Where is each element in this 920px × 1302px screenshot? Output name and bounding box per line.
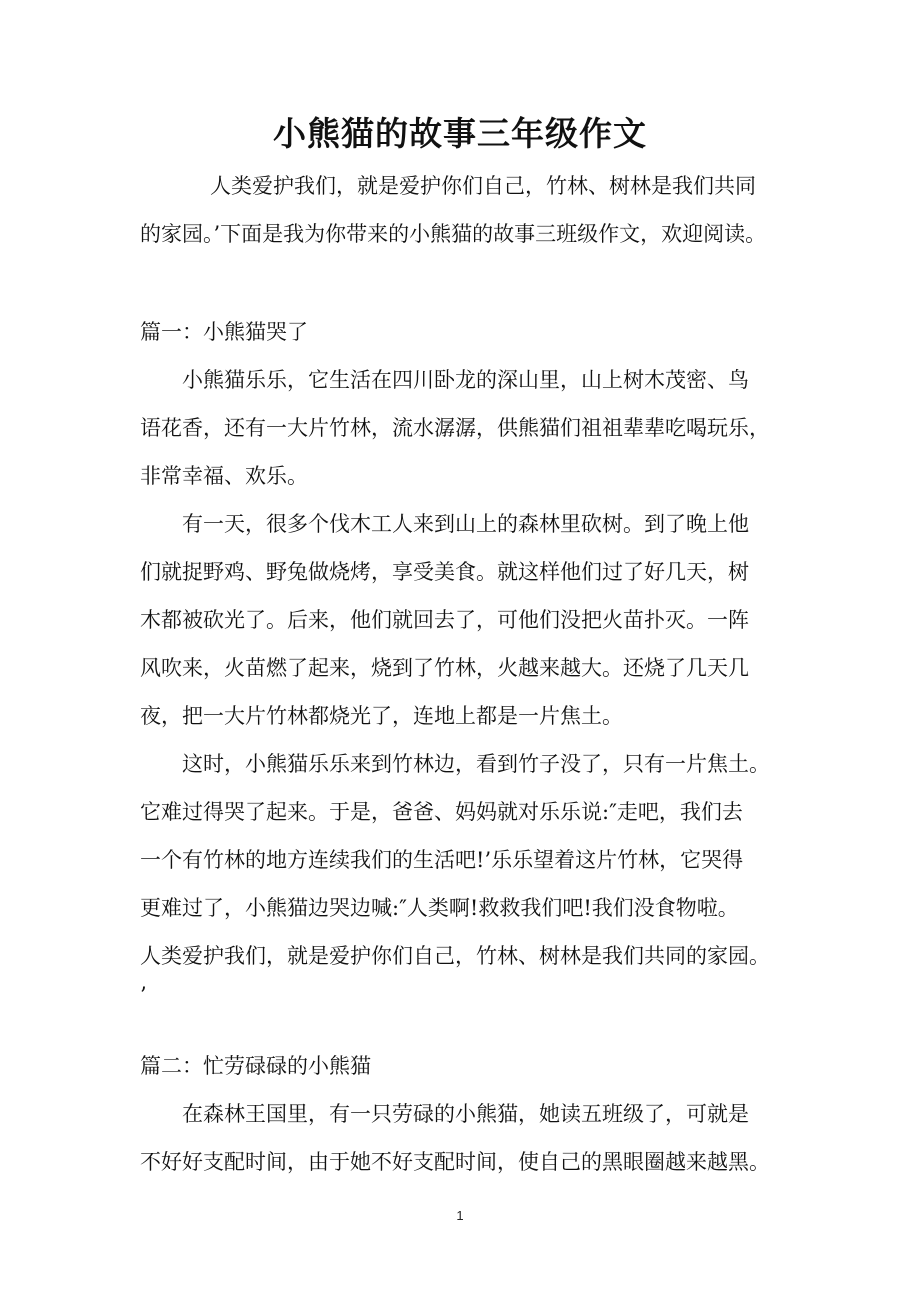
intro-line: 人类爱护我们，就是爱护你们自己，竹林、树林是我们共同 bbox=[210, 174, 756, 198]
paragraph-line: 小熊猫乐乐，它生活在四川卧龙的深山里，山上树木茂密、鸟 bbox=[182, 368, 749, 392]
document-title: 小熊猫的故事三年级作文 bbox=[273, 114, 647, 153]
paragraph-line: 们就捉野鸡、野兔做烧烤，享受美食。就这样他们过了好几天，树 bbox=[140, 560, 749, 584]
paragraph-line: 夜，把一大片竹林都烧光了，连地上都是一片焦土。 bbox=[140, 704, 623, 728]
paragraph-line: 不好好支配时间，由于她不好支配时间，使自己的黑眼圈越来越黑。 bbox=[140, 1150, 770, 1174]
paragraph-line: 一个有竹林的地方连续我们的生活吧!’乐乐望着这片竹林，它哭得 bbox=[140, 848, 744, 872]
paragraph-line: 更难过了，小熊猫边哭边喊:″人类啊!救救我们吧!我们没食物啦。 bbox=[140, 896, 739, 920]
section-heading-1: 篇一：小熊猫哭了 bbox=[140, 320, 308, 344]
section-heading-2: 篇二：忙劳碌碌的小熊猫 bbox=[140, 1054, 371, 1078]
paragraph-line: 语花香，还有一大片竹林，流水潺潺，供熊猫们祖祖辈辈吃喝玩乐， bbox=[140, 416, 770, 440]
paragraph-line: 它难过得哭了起来。于是，爸爸、妈妈就对乐乐说:″走吧，我们去 bbox=[140, 800, 743, 824]
paragraph-line: 风吹来，火苗燃了起来，烧到了竹林，火越来越大。还烧了几天几 bbox=[140, 656, 749, 680]
paragraph-line: 人类爱护我们，就是爱护你们自己，竹林、树林是我们共同的家园。 bbox=[140, 944, 770, 968]
paragraph-line: 在森林王国里，有一只劳碌的小熊猫，她读五班级了，可就是 bbox=[182, 1102, 749, 1126]
paragraph-line: 非常幸福、欢乐。 bbox=[140, 464, 308, 488]
paragraph-line: 有一天，很多个伐木工人来到山上的森林里砍树。到了晚上他 bbox=[182, 512, 749, 536]
paragraph-line: ’ bbox=[140, 983, 147, 1007]
paragraph-line: 这时，小熊猫乐乐来到竹林边，看到竹子没了，只有一片焦土。 bbox=[182, 752, 770, 776]
intro-line: 的家园。’下面是我为你带来的小熊猫的故事三班级作文，欢迎阅读。 bbox=[140, 222, 767, 246]
spacer bbox=[140, 258, 800, 308]
document-body bbox=[140, 162, 800, 1186]
paragraph-line: 木都被砍光了。后来，他们就回去了，可他们没把火苗扑灭。一阵 bbox=[140, 608, 749, 632]
spacer bbox=[140, 1010, 800, 1042]
page-number: 1 bbox=[456, 1208, 464, 1223]
